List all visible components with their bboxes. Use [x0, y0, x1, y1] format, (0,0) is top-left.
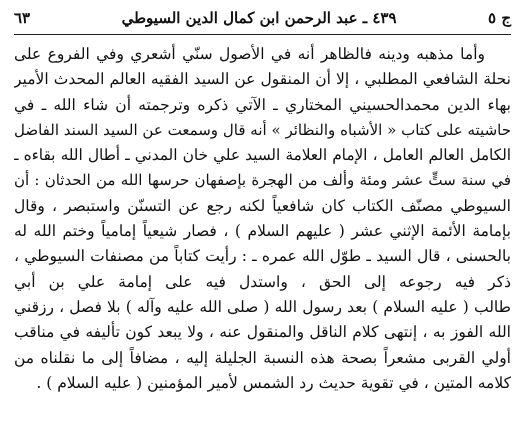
text-line: في سنة ستٍّ عشر ومئة وألف من الهجرة بإصفهان حرسها الله من الحدثان : أن — [14, 171, 511, 190]
page-header — [14, 4, 511, 32]
text-line: الكامل العالم العامل ، الإمام العلامة السيد علي خان المدني ـ أطال الله بقاءه ـ — [14, 146, 511, 165]
text-line: كلامه المتين ، في تقوية حديث رد الشمس لأمير المؤمنين ( عليه السلام ) . — [36, 373, 511, 392]
text-line: السيوطي مصنّف الكتاب كان شافعياً لكنه رجع عن التسنّن واستبصر ، وقال — [14, 196, 511, 215]
text-line: بالحسنى ، قال السيد ـ طوّل الله عمره ـ : رأيت كتاباً من مصنفات السيوطي ، — [14, 247, 511, 266]
text-line: نحلة الشافعي المطلبي ، إلا أن المنقول عن السيد الفقيه العالم المحدث الأمير — [14, 70, 511, 89]
text-line: بهاء الدين محمدالحسيني المختاري ـ الآتي ذكره وترجمته أن شاء الله ـ في — [14, 95, 511, 114]
text-line: أولي القربى مشعراً بصحة هذه النسبة الجليلة إليه ، مضافاً إلى ما نقلناه من — [14, 348, 511, 367]
page-number: ٦٣ — [14, 9, 31, 27]
text-line: وأما مذهبه ودينه فالظاهر أنه في الأصول سنّي أشعري وفي الفروع على — [14, 45, 485, 63]
body-paragraph — [14, 42, 511, 396]
header-rule — [14, 34, 511, 35]
running-title: ٤٣٩ ـ عبد الرحمن ابن كمال الدين السيوطي — [121, 9, 397, 27]
text-line: الله الفوز به ، إنتهى كلام الناقل والمنقول عنه ، ولا يبعد كون تأليفه في مناقب — [14, 323, 511, 342]
text-line: طالب ( عليه السلام ) بعد رسول الله ( صلى الله عليه وآله ) بلا فصل ، رزقني — [14, 297, 511, 316]
text-line: بإمامة الأئمة الإثني عشر ( عليهم السلام ) ، فصار شيعياً إمامياً وختم الله له — [14, 222, 511, 241]
text-line: حاشيته على كتاب « الأشباه والنظائر » أنه قال وسمعت عن السيد السند الفاضل — [14, 120, 511, 139]
text-line: ذكر فيه رجوعه إلى الحق ، واستدل فيه على إمامة علي بن أبي — [14, 272, 511, 291]
volume-label: ج ٥ — [488, 9, 511, 27]
